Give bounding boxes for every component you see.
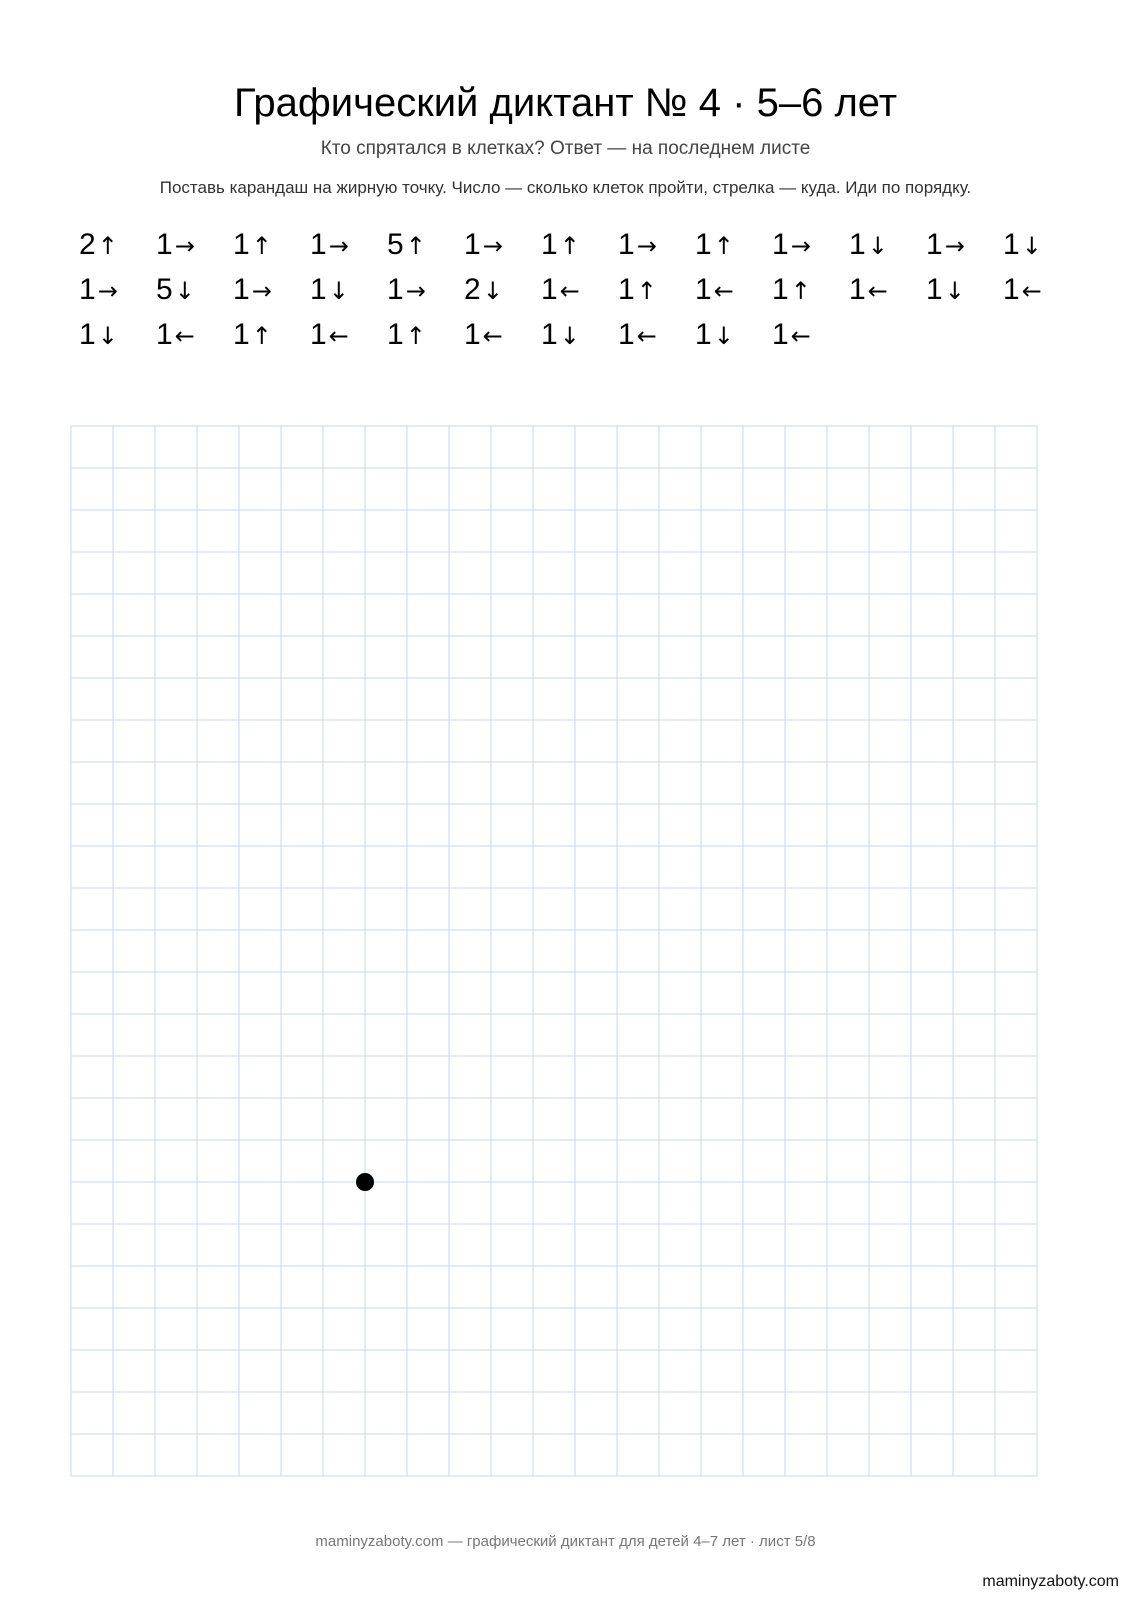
step-arrow-icon: → xyxy=(944,232,965,260)
step-count: 1 xyxy=(695,273,712,306)
dictation-step xyxy=(464,227,541,264)
step-count: 1 xyxy=(772,273,789,306)
step-count: 1 xyxy=(772,318,789,351)
step-arrow-icon: → xyxy=(97,277,118,305)
step-count: 1 xyxy=(541,273,558,306)
step-arrow-icon: → xyxy=(328,232,349,260)
dictation-step xyxy=(310,227,387,264)
step-count: 1 xyxy=(695,228,712,261)
step-arrow-icon: ← xyxy=(482,322,503,350)
dictation-step xyxy=(772,227,849,264)
dictation-step xyxy=(79,317,156,354)
step-count: 1 xyxy=(849,228,866,261)
dictation-step xyxy=(387,317,464,354)
dictation-step xyxy=(464,272,541,309)
step-arrow-icon: → xyxy=(174,232,195,260)
step-arrow-icon: ↓ xyxy=(1021,232,1042,260)
dictation-step xyxy=(310,317,387,354)
step-count: 5 xyxy=(387,228,404,261)
step-count: 1 xyxy=(79,273,96,306)
dictation-step xyxy=(156,227,233,264)
dictation-step xyxy=(156,317,233,354)
step-count: 1 xyxy=(849,273,866,306)
step-row xyxy=(79,223,1079,268)
dictation-step xyxy=(387,272,464,309)
step-count: 1 xyxy=(618,273,635,306)
dictation-step xyxy=(695,317,772,354)
dictation-step xyxy=(541,317,618,354)
step-arrow-icon: ↑ xyxy=(559,232,580,260)
dictation-step xyxy=(156,272,233,309)
step-count: 1 xyxy=(772,228,789,261)
step-arrow-icon: ↓ xyxy=(944,277,965,305)
step-count: 1 xyxy=(618,318,635,351)
step-count: 5 xyxy=(156,273,173,306)
step-arrow-icon: ↑ xyxy=(405,232,426,260)
instruction-text: Поставь карандаш на жирную точку. Число — сколько клеток пройти, стрелка — куда. Иди по порядку. xyxy=(159,178,972,197)
step-arrow-icon: ↓ xyxy=(559,322,580,350)
step-arrow-icon: ← xyxy=(636,322,657,350)
step-arrow-icon: ↓ xyxy=(867,232,888,260)
step-count: 1 xyxy=(310,228,327,261)
step-arrow-icon: ↓ xyxy=(328,277,349,305)
dictation-step xyxy=(387,227,464,264)
dictation-step xyxy=(79,272,156,309)
dictation-step xyxy=(233,227,310,264)
step-arrow-icon: → xyxy=(790,232,811,260)
dictation-step xyxy=(1003,227,1080,264)
dictation-step xyxy=(541,272,618,309)
step-arrow-icon: ↓ xyxy=(174,277,195,305)
step-arrow-icon: ↓ xyxy=(713,322,734,350)
step-arrow-icon: ← xyxy=(559,277,580,305)
step-count: 1 xyxy=(387,318,404,351)
step-count: 1 xyxy=(926,273,943,306)
step-count: 1 xyxy=(233,318,250,351)
dictation-step xyxy=(541,227,618,264)
dictation-steps xyxy=(79,223,1079,358)
page-footer: maminyzaboty.com — графический диктант для детей 4–7 лет · лист 5/8 xyxy=(315,1533,816,1550)
step-count: 1 xyxy=(310,318,327,351)
step-arrow-icon: ← xyxy=(174,322,195,350)
step-arrow-icon: ↑ xyxy=(251,322,272,350)
step-row xyxy=(79,313,1079,358)
step-count: 1 xyxy=(464,228,481,261)
dictation-step xyxy=(926,272,1003,309)
step-count: 1 xyxy=(1003,228,1020,261)
dictation-step xyxy=(618,227,695,264)
drawing-grid[interactable] xyxy=(70,425,1038,1477)
page-subtitle: Кто спрятался в клетках? Ответ — на последнем листе xyxy=(320,138,811,159)
dictation-step xyxy=(618,272,695,309)
step-arrow-icon: ↑ xyxy=(97,232,118,260)
step-count: 1 xyxy=(310,273,327,306)
dictation-step xyxy=(772,317,849,354)
step-count: 2 xyxy=(464,273,481,306)
dictation-step xyxy=(1003,272,1080,309)
step-arrow-icon: ↓ xyxy=(97,322,118,350)
dictation-step xyxy=(695,227,772,264)
step-count: 1 xyxy=(541,228,558,261)
dictation-step xyxy=(618,317,695,354)
grid-canvas[interactable] xyxy=(70,425,1038,1477)
step-arrow-icon: ↑ xyxy=(251,232,272,260)
step-count: 1 xyxy=(233,228,250,261)
dictation-step xyxy=(772,272,849,309)
dictation-step xyxy=(233,317,310,354)
step-row xyxy=(79,268,1079,313)
dictation-step xyxy=(310,272,387,309)
step-count: 1 xyxy=(618,228,635,261)
dictation-step xyxy=(926,227,1003,264)
page-title: Графический диктант № 4 · 5–6 лет xyxy=(233,81,898,125)
step-count: 1 xyxy=(1003,273,1020,306)
dictation-step xyxy=(464,317,541,354)
step-arrow-icon: ↓ xyxy=(482,277,503,305)
step-arrow-icon: ← xyxy=(867,277,888,305)
dictation-step xyxy=(849,272,926,309)
step-count: 1 xyxy=(387,273,404,306)
dictation-step xyxy=(233,272,310,309)
step-count: 1 xyxy=(541,318,558,351)
step-count: 1 xyxy=(926,228,943,261)
site-watermark: maminyzaboty.com xyxy=(982,1573,1119,1590)
step-arrow-icon: ← xyxy=(713,277,734,305)
step-arrow-icon: → xyxy=(405,277,426,305)
step-arrow-icon: ↑ xyxy=(713,232,734,260)
step-count: 1 xyxy=(233,273,250,306)
step-arrow-icon: ← xyxy=(790,322,811,350)
step-arrow-icon: → xyxy=(482,232,503,260)
dictation-step xyxy=(79,227,156,264)
step-arrow-icon: ↑ xyxy=(790,277,811,305)
step-arrow-icon: ← xyxy=(1021,277,1042,305)
step-count: 1 xyxy=(464,318,481,351)
dictation-step xyxy=(695,272,772,309)
step-arrow-icon: → xyxy=(251,277,272,305)
step-count: 1 xyxy=(156,318,173,351)
step-arrow-icon: → xyxy=(636,232,657,260)
step-count: 1 xyxy=(695,318,712,351)
step-arrow-icon: ↑ xyxy=(636,277,657,305)
step-arrow-icon: ↑ xyxy=(405,322,426,350)
step-arrow-icon: ← xyxy=(328,322,349,350)
step-count: 1 xyxy=(79,318,96,351)
start-dot xyxy=(356,1173,374,1191)
step-count: 2 xyxy=(79,228,96,261)
step-count: 1 xyxy=(156,228,173,261)
dictation-step xyxy=(849,227,926,264)
